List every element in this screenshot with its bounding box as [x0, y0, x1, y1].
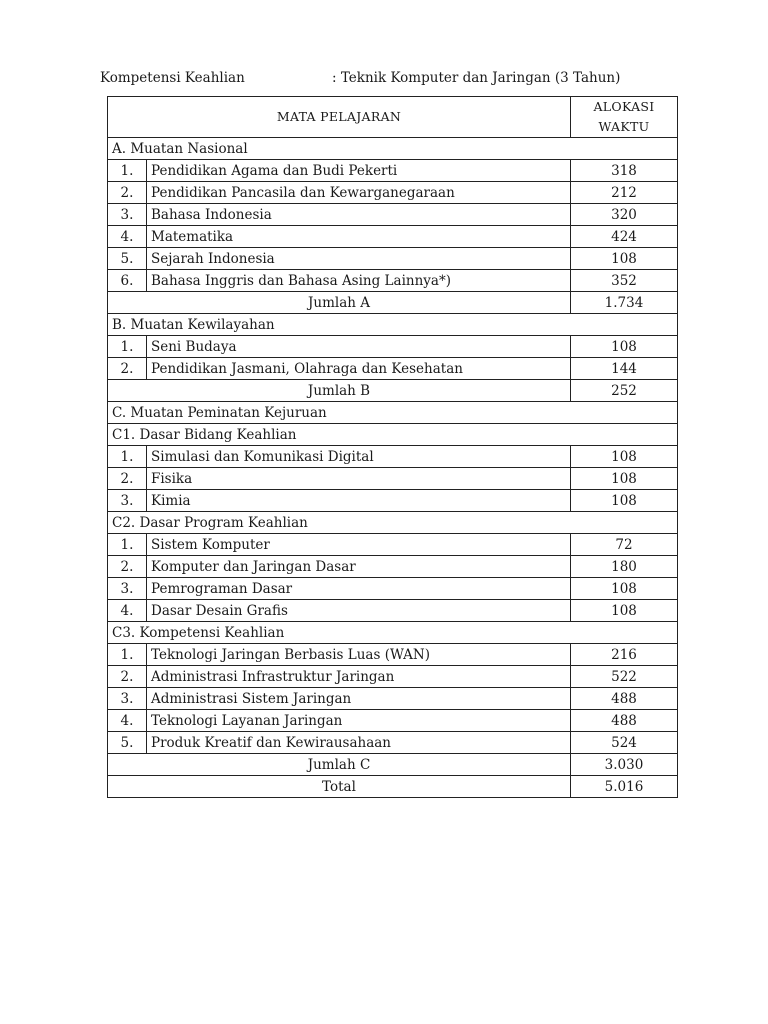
- row-number: 3.: [108, 204, 147, 226]
- section-label: C. Muatan Peminatan Kejuruan: [108, 402, 678, 424]
- subject-name: Bahasa Inggris dan Bahasa Asing Lainnya*): [147, 270, 571, 292]
- table-row: [108, 182, 678, 204]
- section-row: [108, 138, 678, 160]
- time-allocation: 320: [571, 204, 678, 226]
- section-row: [108, 512, 678, 534]
- section-label: C3. Kompetensi Keahlian: [108, 622, 678, 644]
- time-allocation: 108: [571, 446, 678, 468]
- time-allocation: 488: [571, 688, 678, 710]
- table-row: [108, 688, 678, 710]
- subject-name: Teknologi Layanan Jaringan: [147, 710, 571, 732]
- time-allocation: 72: [571, 534, 678, 556]
- subject-name: Dasar Desain Grafis: [147, 600, 571, 622]
- row-number: 1.: [108, 160, 147, 182]
- time-allocation: 108: [571, 248, 678, 270]
- table-row: [108, 160, 678, 182]
- time-allocation: 108: [571, 490, 678, 512]
- subject-name: Matematika: [147, 226, 571, 248]
- table-header-row: [108, 97, 678, 138]
- row-number: 5.: [108, 248, 147, 270]
- section-row: [108, 424, 678, 446]
- section-row: [108, 314, 678, 336]
- time-allocation: 212: [571, 182, 678, 204]
- row-number: 4.: [108, 710, 147, 732]
- table-row: [108, 468, 678, 490]
- subject-name: Administrasi Infrastruktur Jaringan: [147, 666, 571, 688]
- time-allocation: 318: [571, 160, 678, 182]
- row-number: 3.: [108, 578, 147, 600]
- row-number: 6.: [108, 270, 147, 292]
- subject-name: Sistem Komputer: [147, 534, 571, 556]
- table-row: [108, 336, 678, 358]
- row-number: 1.: [108, 534, 147, 556]
- curriculum-table: [107, 96, 678, 798]
- row-number: 4.: [108, 600, 147, 622]
- row-number: 2.: [108, 358, 147, 380]
- row-number: 2.: [108, 468, 147, 490]
- time-allocation: 108: [571, 468, 678, 490]
- row-number: 5.: [108, 732, 147, 754]
- document-header: [100, 70, 620, 86]
- table-row: [108, 248, 678, 270]
- section-label: C1. Dasar Bidang Keahlian: [108, 424, 678, 446]
- time-allocation: 180: [571, 556, 678, 578]
- row-number: 4.: [108, 226, 147, 248]
- header-allocation-line1: ALOKASI: [593, 99, 655, 114]
- row-number: 3.: [108, 688, 147, 710]
- competency-value: : Teknik Komputer dan Jaringan (3 Tahun): [332, 70, 621, 86]
- table-row: [108, 732, 678, 754]
- time-allocation: 522: [571, 666, 678, 688]
- time-allocation: 108: [571, 578, 678, 600]
- section-label: B. Muatan Kewilayahan: [108, 314, 678, 336]
- total-value: 3.030: [571, 754, 678, 776]
- table-row: [108, 556, 678, 578]
- row-number: 3.: [108, 490, 147, 512]
- total-value: 5.016: [571, 776, 678, 798]
- table-row: [108, 600, 678, 622]
- header-allocation: [571, 97, 678, 138]
- subject-name: Teknologi Jaringan Berbasis Luas (WAN): [147, 644, 571, 666]
- subject-name: Sejarah Indonesia: [147, 248, 571, 270]
- subject-name: Seni Budaya: [147, 336, 571, 358]
- total-value: 252: [571, 380, 678, 402]
- subject-name: Komputer dan Jaringan Dasar: [147, 556, 571, 578]
- row-number: 1.: [108, 336, 147, 358]
- time-allocation: 144: [571, 358, 678, 380]
- table-row: [108, 358, 678, 380]
- section-row: [108, 402, 678, 424]
- table-row: [108, 666, 678, 688]
- table-row: [108, 446, 678, 468]
- header-allocation-line2: WAKTU: [598, 119, 650, 134]
- table-row: [108, 204, 678, 226]
- table-row: [108, 644, 678, 666]
- total-row: [108, 754, 678, 776]
- time-allocation: 108: [571, 336, 678, 358]
- total-label: Jumlah C: [108, 754, 571, 776]
- total-label: Jumlah A: [108, 292, 571, 314]
- row-number: 2.: [108, 556, 147, 578]
- total-row: [108, 776, 678, 798]
- table-body: [108, 138, 678, 798]
- subject-name: Kimia: [147, 490, 571, 512]
- row-number: 1.: [108, 446, 147, 468]
- section-label: A. Muatan Nasional: [108, 138, 678, 160]
- time-allocation: 488: [571, 710, 678, 732]
- subject-name: Bahasa Indonesia: [147, 204, 571, 226]
- table-row: [108, 534, 678, 556]
- subject-name: Pendidikan Pancasila dan Kewarganegaraan: [147, 182, 571, 204]
- header-subject: MATA PELAJARAN: [108, 97, 571, 138]
- total-row: [108, 292, 678, 314]
- subject-name: Administrasi Sistem Jaringan: [147, 688, 571, 710]
- total-row: [108, 380, 678, 402]
- table-row: [108, 270, 678, 292]
- time-allocation: 352: [571, 270, 678, 292]
- row-number: 2.: [108, 182, 147, 204]
- subject-name: Pendidikan Agama dan Budi Pekerti: [147, 160, 571, 182]
- total-label: Total: [108, 776, 571, 798]
- time-allocation: 424: [571, 226, 678, 248]
- subject-name: Fisika: [147, 468, 571, 490]
- total-value: 1.734: [571, 292, 678, 314]
- subject-name: Pendidikan Jasmani, Olahraga dan Kesehatan: [147, 358, 571, 380]
- time-allocation: 216: [571, 644, 678, 666]
- section-label: C2. Dasar Program Keahlian: [108, 512, 678, 534]
- time-allocation: 524: [571, 732, 678, 754]
- section-row: [108, 622, 678, 644]
- table-row: [108, 226, 678, 248]
- subject-name: Pemrograman Dasar: [147, 578, 571, 600]
- row-number: 1.: [108, 644, 147, 666]
- total-label: Jumlah B: [108, 380, 571, 402]
- competency-label: Kompetensi Keahlian: [100, 70, 245, 86]
- table-row: [108, 490, 678, 512]
- table-row: [108, 578, 678, 600]
- subject-name: Simulasi dan Komunikasi Digital: [147, 446, 571, 468]
- time-allocation: 108: [571, 600, 678, 622]
- table-row: [108, 710, 678, 732]
- subject-name: Produk Kreatif dan Kewirausahaan: [147, 732, 571, 754]
- row-number: 2.: [108, 666, 147, 688]
